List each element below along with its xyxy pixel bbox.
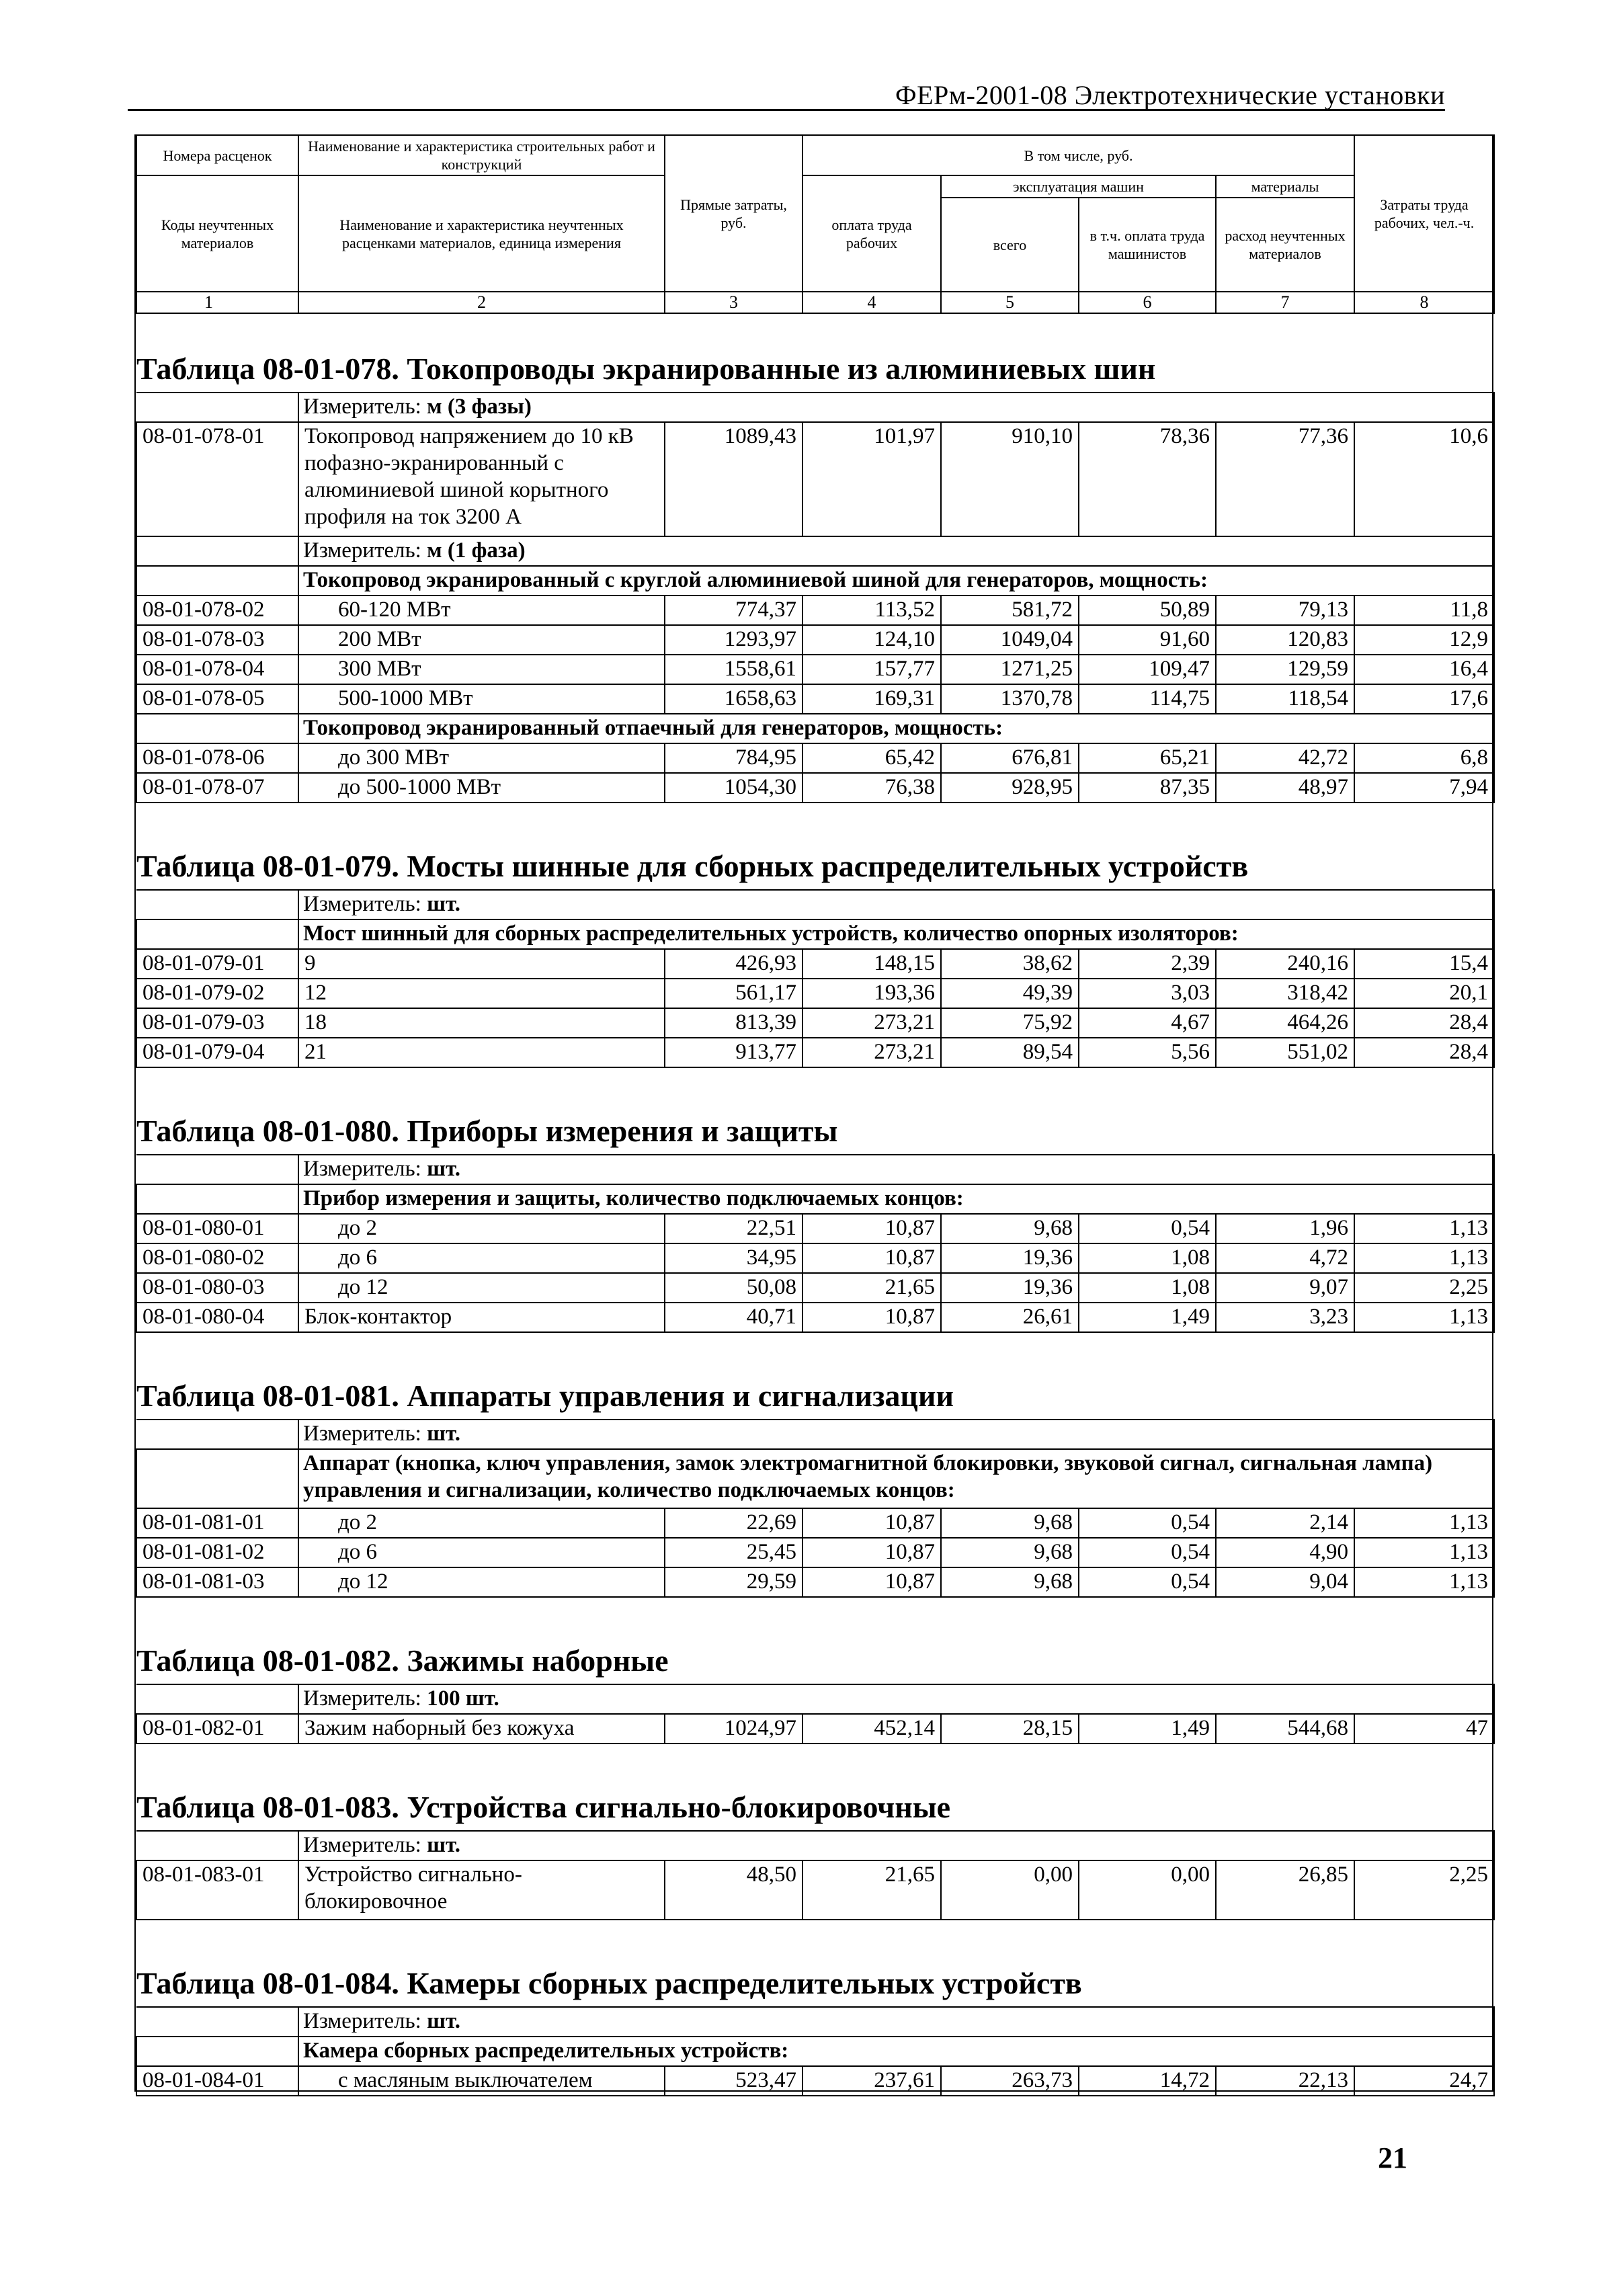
rate-code: 08-01-078-04 [136, 655, 298, 684]
measure-unit: Измеритель: шт. [298, 1420, 1494, 1449]
value-direct: 426,93 [665, 949, 803, 979]
value-materials: 9,04 [1216, 1567, 1354, 1597]
value-labor-pay: 10,87 [803, 1508, 941, 1538]
group-caption: Токопровод экранированный с круглой алюминиевой шиной для генераторов, мощность: [298, 566, 1494, 596]
rate-name: 18 [298, 1008, 665, 1038]
value-machines-total: 19,36 [941, 1243, 1079, 1273]
value-machinist-pay: 78,36 [1079, 422, 1216, 536]
measure-row [136, 2007, 1494, 2037]
value-materials: 22,13 [1216, 2066, 1354, 2096]
column-number-row [136, 292, 1494, 313]
table-row [136, 949, 1494, 979]
value-labor-pay: 273,21 [803, 1008, 941, 1038]
group-caption: Аппарат (кнопка, ключ управления, замок электромагнитной блокировки, звуковой сигнал, сигнальная лампа) управления и сигнализации, количество подключаемых концов: [298, 1449, 1494, 1508]
rate-code: 08-01-079-03 [136, 1008, 298, 1038]
rate-name: до 12 [298, 1273, 665, 1303]
group-row [136, 566, 1494, 596]
group-row [136, 1184, 1494, 1214]
value-machines-total: 49,39 [941, 979, 1079, 1008]
col-header-labor-pay: оплата труда рабочих [803, 175, 941, 292]
group-caption: Камера сборных распределительных устройств: [298, 2037, 1494, 2066]
group-row [136, 1449, 1494, 1508]
rate-name: 12 [298, 979, 665, 1008]
value-materials: 464,26 [1216, 1008, 1354, 1038]
col-number: 1 [136, 292, 298, 313]
value-direct: 48,50 [665, 1860, 803, 1920]
rate-name: 200 МВт [298, 625, 665, 655]
table-row [136, 1860, 1494, 1920]
value-machines-total: 89,54 [941, 1038, 1079, 1067]
value-machinist-pay: 3,03 [1079, 979, 1216, 1008]
table-row [136, 2066, 1494, 2096]
value-labor-cost: 16,4 [1354, 655, 1494, 684]
value-direct: 523,47 [665, 2066, 803, 2096]
rate-name: до 6 [298, 1538, 665, 1567]
value-materials: 4,72 [1216, 1243, 1354, 1273]
rate-name: до 500-1000 МВт [298, 773, 665, 803]
value-labor-cost: 28,4 [1354, 1038, 1494, 1067]
col-number: 7 [1216, 292, 1354, 313]
col-number: 5 [941, 292, 1079, 313]
rate-name: до 300 МВт [298, 743, 665, 773]
value-direct: 813,39 [665, 1008, 803, 1038]
col-number: 6 [1079, 292, 1216, 313]
table-row [136, 1538, 1494, 1567]
table-row [136, 743, 1494, 773]
measure-unit: Измеритель: м (3 фазы) [298, 393, 1494, 422]
value-labor-cost: 28,4 [1354, 1008, 1494, 1038]
value-materials: 120,83 [1216, 625, 1354, 655]
section-title: Таблица 08-01-082. Зажимы наборные [136, 1597, 1494, 1684]
value-direct: 22,69 [665, 1508, 803, 1538]
rate-code: 08-01-081-03 [136, 1567, 298, 1597]
section-title-row [136, 803, 1494, 890]
col-header-rates-no: Номера расценок [136, 135, 298, 175]
table-row [136, 625, 1494, 655]
value-machines-total: 1049,04 [941, 625, 1079, 655]
rate-name: с масляным выключателем [298, 2066, 665, 2096]
header-rule [128, 109, 1445, 111]
value-machines-total: 263,73 [941, 2066, 1079, 2096]
rate-name: 300 МВт [298, 655, 665, 684]
rate-name: Устройство сигнально-блокировочное [298, 1860, 665, 1920]
table-row [136, 979, 1494, 1008]
value-machinist-pay: 0,54 [1079, 1508, 1216, 1538]
value-machines-total: 38,62 [941, 949, 1079, 979]
group-row [136, 714, 1494, 743]
value-machinist-pay: 0,54 [1079, 1538, 1216, 1567]
rate-name: Токопровод напряжением до 10 кВ пофазно-экранированный с алюминиевой шиной корытного профиля на ток 3200 А [298, 422, 665, 536]
value-labor-cost: 10,6 [1354, 422, 1494, 536]
value-machinist-pay: 65,21 [1079, 743, 1216, 773]
measure-unit: Измеритель: 100 шт. [298, 1684, 1494, 1714]
section-title: Таблица 08-01-084. Камеры сборных распределительных устройств [136, 1920, 1494, 2007]
col-header-name-work: Наименование и характеристика строительных работ и конструкций [298, 135, 665, 175]
value-labor-pay: 76,38 [803, 773, 941, 803]
rates-table [136, 134, 1495, 2096]
measure-unit: Измеритель: м (1 фаза) [298, 536, 1494, 566]
value-machinist-pay: 91,60 [1079, 625, 1216, 655]
rate-name: 21 [298, 1038, 665, 1067]
rate-code: 08-01-079-04 [136, 1038, 298, 1067]
value-labor-cost: 2,25 [1354, 1273, 1494, 1303]
value-machines-total: 1370,78 [941, 684, 1079, 714]
value-direct: 34,95 [665, 1243, 803, 1273]
rate-name: до 6 [298, 1243, 665, 1273]
value-machinist-pay: 0,54 [1079, 1214, 1216, 1243]
value-machinist-pay: 0,00 [1079, 1860, 1216, 1920]
col-header-including: В том числе, руб. [803, 135, 1354, 175]
value-direct: 1024,97 [665, 1714, 803, 1744]
value-labor-cost: 2,25 [1354, 1860, 1494, 1920]
value-labor-cost: 15,4 [1354, 949, 1494, 979]
table-row [136, 596, 1494, 625]
value-machines-total: 9,68 [941, 1567, 1079, 1597]
table-row [136, 1214, 1494, 1243]
table-row [136, 422, 1494, 536]
value-labor-cost: 20,1 [1354, 979, 1494, 1008]
value-direct: 50,08 [665, 1273, 803, 1303]
value-direct: 913,77 [665, 1038, 803, 1067]
value-direct: 1658,63 [665, 684, 803, 714]
section-title: Таблица 08-01-079. Мосты шинные для сборных распределительных устройств [136, 803, 1494, 890]
col-header-incl-pay: в т.ч. оплата труда машинистов [1079, 198, 1216, 292]
measure-row [136, 1831, 1494, 1860]
table-row [136, 1303, 1494, 1332]
value-labor-cost: 1,13 [1354, 1538, 1494, 1567]
measure-row [136, 536, 1494, 566]
section-title: Таблица 08-01-081. Аппараты управления и сигнализации [136, 1332, 1494, 1420]
value-labor-pay: 157,77 [803, 655, 941, 684]
table-row [136, 1038, 1494, 1067]
value-materials: 42,72 [1216, 743, 1354, 773]
value-direct: 22,51 [665, 1214, 803, 1243]
value-labor-pay: 113,52 [803, 596, 941, 625]
rate-code: 08-01-081-01 [136, 1508, 298, 1538]
value-labor-pay: 101,97 [803, 422, 941, 536]
table-row [136, 1008, 1494, 1038]
value-labor-cost: 11,8 [1354, 596, 1494, 625]
value-labor-cost: 1,13 [1354, 1243, 1494, 1273]
value-machinist-pay: 114,75 [1079, 684, 1216, 714]
measure-unit: Измеритель: шт. [298, 2007, 1494, 2037]
value-machinist-pay: 5,56 [1079, 1038, 1216, 1067]
value-direct: 1054,30 [665, 773, 803, 803]
value-materials: 77,36 [1216, 422, 1354, 536]
rate-code: 08-01-078-06 [136, 743, 298, 773]
col-header-name-materials: Наименование и характеристика неучтенных расценками материалов, единица измерения [298, 175, 665, 292]
value-labor-pay: 148,15 [803, 949, 941, 979]
value-machinist-pay: 4,67 [1079, 1008, 1216, 1038]
value-materials: 318,42 [1216, 979, 1354, 1008]
section-title-row [136, 1597, 1494, 1684]
col-header-total: всего [941, 198, 1079, 292]
value-labor-pay: 21,65 [803, 1860, 941, 1920]
group-caption: Токопровод экранированный отпаечный для генераторов, мощность: [298, 714, 1494, 743]
value-direct: 1293,97 [665, 625, 803, 655]
rate-name: до 2 [298, 1508, 665, 1538]
rate-code: 08-01-080-02 [136, 1243, 298, 1273]
section-title: Таблица 08-01-080. Приборы измерения и защиты [136, 1067, 1494, 1155]
value-materials: 2,14 [1216, 1508, 1354, 1538]
rate-code: 08-01-080-04 [136, 1303, 298, 1332]
table-row [136, 1508, 1494, 1538]
col-number: 4 [803, 292, 941, 313]
value-labor-pay: 10,87 [803, 1214, 941, 1243]
value-materials: 129,59 [1216, 655, 1354, 684]
table-row [136, 1714, 1494, 1744]
value-labor-cost: 24,7 [1354, 2066, 1494, 2096]
value-machines-total: 676,81 [941, 743, 1079, 773]
measure-row [136, 393, 1494, 422]
value-labor-cost: 17,6 [1354, 684, 1494, 714]
table-row [136, 1243, 1494, 1273]
section-title: Таблица 08-01-083. Устройства сигнально-блокировочные [136, 1744, 1494, 1831]
measure-unit: Измеритель: шт. [298, 1831, 1494, 1860]
value-direct: 1089,43 [665, 422, 803, 536]
value-machines-total: 28,15 [941, 1714, 1079, 1744]
rate-name: до 12 [298, 1567, 665, 1597]
value-direct: 29,59 [665, 1567, 803, 1597]
value-machinist-pay: 2,39 [1079, 949, 1216, 979]
page-frame [134, 134, 1493, 2092]
value-materials: 26,85 [1216, 1860, 1354, 1920]
value-machines-total: 928,95 [941, 773, 1079, 803]
section-title-row [136, 1332, 1494, 1420]
value-materials: 240,16 [1216, 949, 1354, 979]
value-machines-total: 9,68 [941, 1508, 1079, 1538]
section-title-row [136, 1744, 1494, 1831]
measure-unit: Измеритель: шт. [298, 1155, 1494, 1184]
value-direct: 1558,61 [665, 655, 803, 684]
rate-code: 08-01-081-02 [136, 1538, 298, 1567]
value-labor-pay: 124,10 [803, 625, 941, 655]
rate-name: 9 [298, 949, 665, 979]
value-labor-cost: 7,94 [1354, 773, 1494, 803]
value-labor-pay: 193,36 [803, 979, 941, 1008]
measure-row [136, 1684, 1494, 1714]
value-labor-pay: 10,87 [803, 1538, 941, 1567]
value-machines-total: 9,68 [941, 1538, 1079, 1567]
value-labor-pay: 10,87 [803, 1567, 941, 1597]
value-machinist-pay: 109,47 [1079, 655, 1216, 684]
value-machines-total: 75,92 [941, 1008, 1079, 1038]
value-machines-total: 581,72 [941, 596, 1079, 625]
value-labor-cost: 12,9 [1354, 625, 1494, 655]
column-header-row-1 [136, 135, 1494, 175]
rate-code: 08-01-079-02 [136, 979, 298, 1008]
rate-code: 08-01-080-01 [136, 1214, 298, 1243]
value-materials: 1,96 [1216, 1214, 1354, 1243]
value-machines-total: 26,61 [941, 1303, 1079, 1332]
value-machinist-pay: 50,89 [1079, 596, 1216, 625]
table-row [136, 684, 1494, 714]
rate-code: 08-01-078-03 [136, 625, 298, 655]
value-direct: 25,45 [665, 1538, 803, 1567]
value-machines-total: 19,36 [941, 1273, 1079, 1303]
value-materials: 9,07 [1216, 1273, 1354, 1303]
rate-code: 08-01-078-07 [136, 773, 298, 803]
value-direct: 40,71 [665, 1303, 803, 1332]
col-header-consumption: расход неучтенных материалов [1216, 198, 1354, 292]
column-header-row-2 [136, 175, 1494, 198]
value-labor-cost: 1,13 [1354, 1214, 1494, 1243]
col-number: 8 [1354, 292, 1494, 313]
table-row [136, 655, 1494, 684]
rate-code: 08-01-078-01 [136, 422, 298, 536]
value-machinist-pay: 1,08 [1079, 1243, 1216, 1273]
value-labor-cost: 1,13 [1354, 1508, 1494, 1538]
value-machines-total: 0,00 [941, 1860, 1079, 1920]
value-materials: 551,02 [1216, 1038, 1354, 1067]
measure-row [136, 890, 1494, 919]
value-machinist-pay: 1,49 [1079, 1714, 1216, 1744]
value-labor-pay: 65,42 [803, 743, 941, 773]
col-header-labor-cost: Затраты труда рабочих, чел.-ч. [1354, 135, 1494, 292]
value-machines-total: 1271,25 [941, 655, 1079, 684]
group-caption: Мост шинный для сборных распределительных устройств, количество опорных изоляторов: [298, 919, 1494, 949]
table-row [136, 1273, 1494, 1303]
value-direct: 784,95 [665, 743, 803, 773]
col-header-machines: эксплуатация машин [941, 175, 1216, 198]
rate-name: Зажим наборный без кожуха [298, 1714, 665, 1744]
value-labor-pay: 21,65 [803, 1273, 941, 1303]
rate-code: 08-01-082-01 [136, 1714, 298, 1744]
value-materials: 118,54 [1216, 684, 1354, 714]
section-title-row [136, 1920, 1494, 2007]
col-number: 2 [298, 292, 665, 313]
group-row [136, 2037, 1494, 2066]
value-materials: 79,13 [1216, 596, 1354, 625]
rate-code: 08-01-080-03 [136, 1273, 298, 1303]
rate-name: Блок-контактор [298, 1303, 665, 1332]
value-labor-cost: 47 [1354, 1714, 1494, 1744]
value-machines-total: 910,10 [941, 422, 1079, 536]
rate-name: 60-120 МВт [298, 596, 665, 625]
rate-code: 08-01-078-02 [136, 596, 298, 625]
rate-code: 08-01-083-01 [136, 1860, 298, 1920]
value-machines-total: 9,68 [941, 1214, 1079, 1243]
value-materials: 544,68 [1216, 1714, 1354, 1744]
rate-name: до 2 [298, 1214, 665, 1243]
value-materials: 3,23 [1216, 1303, 1354, 1332]
value-labor-cost: 1,13 [1354, 1567, 1494, 1597]
table-row [136, 1567, 1494, 1597]
value-materials: 48,97 [1216, 773, 1354, 803]
value-labor-pay: 452,14 [803, 1714, 941, 1744]
col-header-codes: Коды неучтенных материалов [136, 175, 298, 292]
value-machinist-pay: 87,35 [1079, 773, 1216, 803]
rate-name: 500-1000 МВт [298, 684, 665, 714]
section-title: Таблица 08-01-078. Токопроводы экранированные из алюминиевых шин [136, 313, 1494, 393]
value-direct: 561,17 [665, 979, 803, 1008]
section-title-row [136, 313, 1494, 393]
measure-row [136, 1155, 1494, 1184]
value-labor-pay: 273,21 [803, 1038, 941, 1067]
group-caption: Прибор измерения и защиты, количество подключаемых концов: [298, 1184, 1494, 1214]
value-direct: 774,37 [665, 596, 803, 625]
value-labor-cost: 1,13 [1354, 1303, 1494, 1332]
rate-code: 08-01-078-05 [136, 684, 298, 714]
value-labor-pay: 10,87 [803, 1303, 941, 1332]
value-machinist-pay: 1,08 [1079, 1273, 1216, 1303]
measure-unit: Измеритель: шт. [298, 890, 1494, 919]
section-title-row [136, 1067, 1494, 1155]
value-labor-pay: 169,31 [803, 684, 941, 714]
col-header-direct: Прямые затраты, руб. [665, 135, 803, 292]
col-number: 3 [665, 292, 803, 313]
table-row [136, 773, 1494, 803]
document-header-title: ФЕРм-2001-08 Электротехнические установки [895, 80, 1445, 110]
page-number: 21 [1378, 2141, 1407, 2174]
value-machinist-pay: 1,49 [1079, 1303, 1216, 1332]
rate-code: 08-01-084-01 [136, 2066, 298, 2096]
value-labor-pay: 237,61 [803, 2066, 941, 2096]
group-row [136, 919, 1494, 949]
value-labor-cost: 6,8 [1354, 743, 1494, 773]
measure-row [136, 1420, 1494, 1449]
value-materials: 4,90 [1216, 1538, 1354, 1567]
value-machinist-pay: 0,54 [1079, 1567, 1216, 1597]
col-header-materials: материалы [1216, 175, 1354, 198]
value-machinist-pay: 14,72 [1079, 2066, 1216, 2096]
value-labor-pay: 10,87 [803, 1243, 941, 1273]
rate-code: 08-01-079-01 [136, 949, 298, 979]
